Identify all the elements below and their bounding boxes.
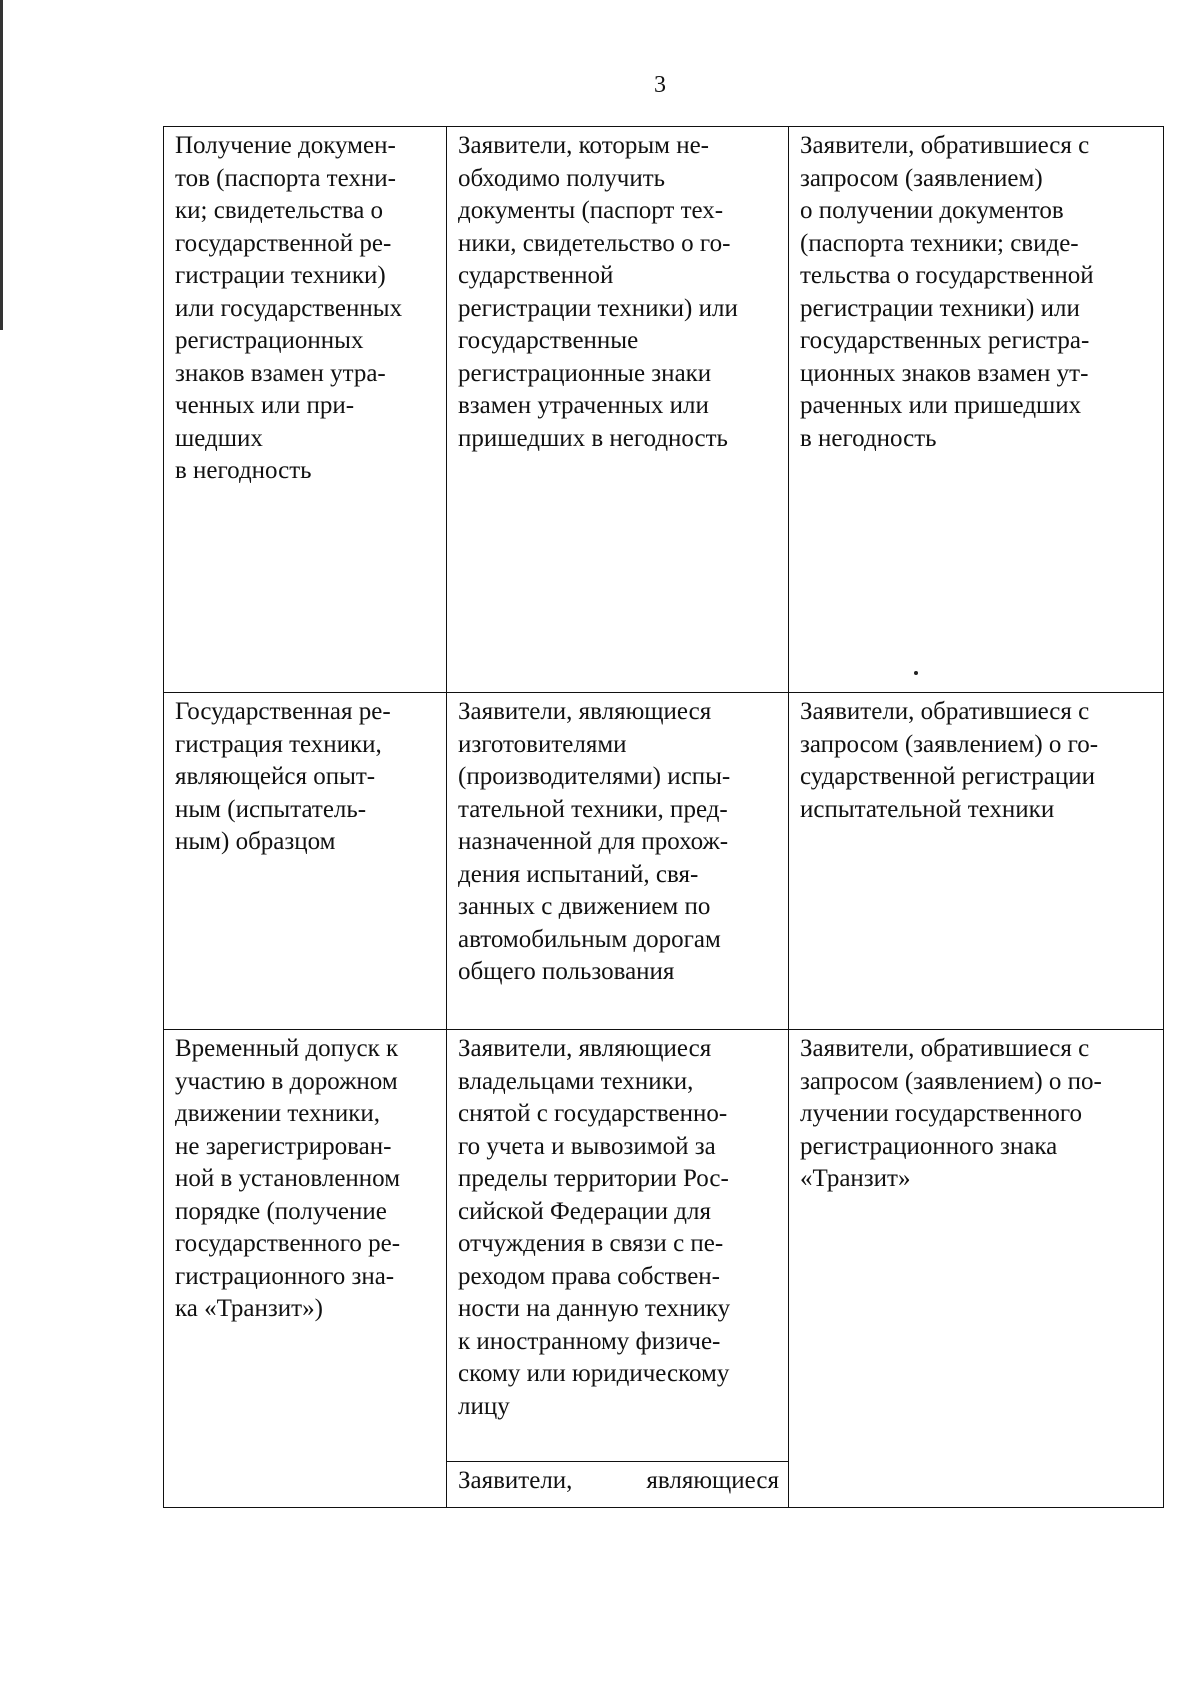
service-cell xyxy=(164,127,447,693)
applicants-text: Заявители, являющиеся изготовителями (производителями) испы- тательной техники, пред- назначенной для прохож- дения испытаний, свя- занных с движением по автомобильным дорогам общего пользования xyxy=(458,698,731,985)
services-table xyxy=(163,126,1164,1508)
applicants-cell xyxy=(447,127,789,693)
grounds-cell xyxy=(789,693,1164,1030)
service-cell xyxy=(164,1030,447,1508)
service-cell xyxy=(164,693,447,1030)
service-text: Получение докумен- тов (паспорта техни- ки; свидетельства о государственной ре- гистрации техники) или государственных регистрационных знаков взамен утра- ченных или при- шедших в негодность xyxy=(175,132,403,484)
applicants-next-word: Заявители, xyxy=(458,1467,573,1494)
grounds-text: Заявители, обратившиеся с запросом (заявлением) о получении документов (паспорта техники; свиде- тельства о государственной регистрации техники) или государственных регистра- ционных знаков взамен ут- раченных или пришедших в негодность xyxy=(800,132,1094,452)
applicants-subcell xyxy=(447,1030,788,1462)
grounds-text: Заявители, обратившиеся с запросом (заявлением) о по- лучении государственного регистрационного знака «Транзит» xyxy=(800,1035,1102,1192)
applicants-subcell-next xyxy=(447,1462,788,1506)
applicants-next-word: являющиеся xyxy=(646,1467,779,1494)
applicants-cell xyxy=(447,1030,789,1508)
applicants-text: Заявители, которым не- обходимо получить документы (паспорт тех- ники, свидетельство о го- сударственной регистрации техники) или государственные регистрационные знаки взамен утраченных или пришедших в негодность xyxy=(458,132,738,452)
grounds-cell xyxy=(789,127,1164,693)
table-row xyxy=(164,1030,1164,1508)
table-row xyxy=(164,693,1164,1030)
grounds-cell xyxy=(789,1030,1164,1508)
page-number: 3 xyxy=(654,72,666,98)
applicants-text: Заявители, являющиеся владельцами техники, снятой с государственно- го учета и вывозимой за пределы территории Рос- сийской Федерации для отчуждения в связи с пе- реходом права собствен- ности на данную технику к иностранному физиче- скому или юридическому лицу xyxy=(458,1035,731,1420)
page-edge xyxy=(0,0,3,330)
table-row xyxy=(164,127,1164,693)
service-text: Временный допуск к участию в дорожном движении техники, не зарегистрирован- ной в установленном порядке (получение государственного ре- гистрационного зна- ка «Транзит») xyxy=(175,1035,401,1322)
grounds-text: Заявители, обратившиеся с запросом (заявлением) о го- сударственной регистрации испытательной техники xyxy=(800,698,1099,823)
applicants-cell xyxy=(447,693,789,1030)
service-text: Государственная ре- гистрация техники, являющейся опыт- ным (испытатель- ным) образцом xyxy=(175,698,391,855)
scan-speck xyxy=(914,671,918,675)
